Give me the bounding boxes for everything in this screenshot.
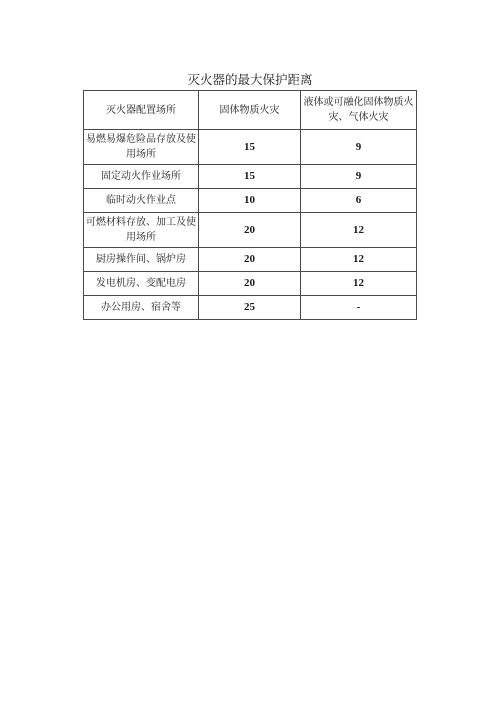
cell-liquid-gas: 12 bbox=[301, 213, 417, 248]
protection-distance-table bbox=[83, 90, 417, 320]
table-row bbox=[84, 248, 417, 272]
table-row bbox=[84, 189, 417, 213]
header-place: 灭火器配置场所 bbox=[84, 91, 199, 130]
cell-liquid-gas: 6 bbox=[301, 189, 417, 213]
header-solid-fire: 固体物质火灾 bbox=[199, 91, 301, 130]
table-row bbox=[84, 272, 417, 296]
cell-liquid-gas: - bbox=[301, 296, 417, 320]
cell-place: 易燃易爆危险品存放及使用场所 bbox=[84, 130, 199, 165]
cell-solid: 20 bbox=[199, 213, 301, 248]
cell-liquid-gas: 12 bbox=[301, 272, 417, 296]
cell-solid: 20 bbox=[199, 272, 301, 296]
table-header-row bbox=[84, 91, 417, 130]
cell-solid: 20 bbox=[199, 248, 301, 272]
table-row bbox=[84, 165, 417, 189]
document-title: 灭火器的最大保护距离 bbox=[187, 72, 313, 87]
cell-liquid-gas: 9 bbox=[301, 130, 417, 165]
table-row bbox=[84, 296, 417, 320]
table-row bbox=[84, 130, 417, 165]
cell-place: 办公用房、宿舍等 bbox=[84, 296, 199, 320]
cell-liquid-gas: 9 bbox=[301, 165, 417, 189]
cell-solid: 25 bbox=[199, 296, 301, 320]
cell-place: 固定动火作业场所 bbox=[84, 165, 199, 189]
cell-liquid-gas: 12 bbox=[301, 248, 417, 272]
cell-place: 发电机房、变配电房 bbox=[84, 272, 199, 296]
cell-solid: 15 bbox=[199, 130, 301, 165]
cell-solid: 15 bbox=[199, 165, 301, 189]
cell-place: 厨房操作间、锅炉房 bbox=[84, 248, 199, 272]
cell-place: 临时动火作业点 bbox=[84, 189, 199, 213]
cell-solid: 10 bbox=[199, 189, 301, 213]
header-liquid-gas-fire: 液体或可融化固体物质火灾、气体火灾 bbox=[301, 91, 417, 130]
table-row bbox=[84, 213, 417, 248]
cell-place: 可燃材料存放、加工及使用场所 bbox=[84, 213, 199, 248]
